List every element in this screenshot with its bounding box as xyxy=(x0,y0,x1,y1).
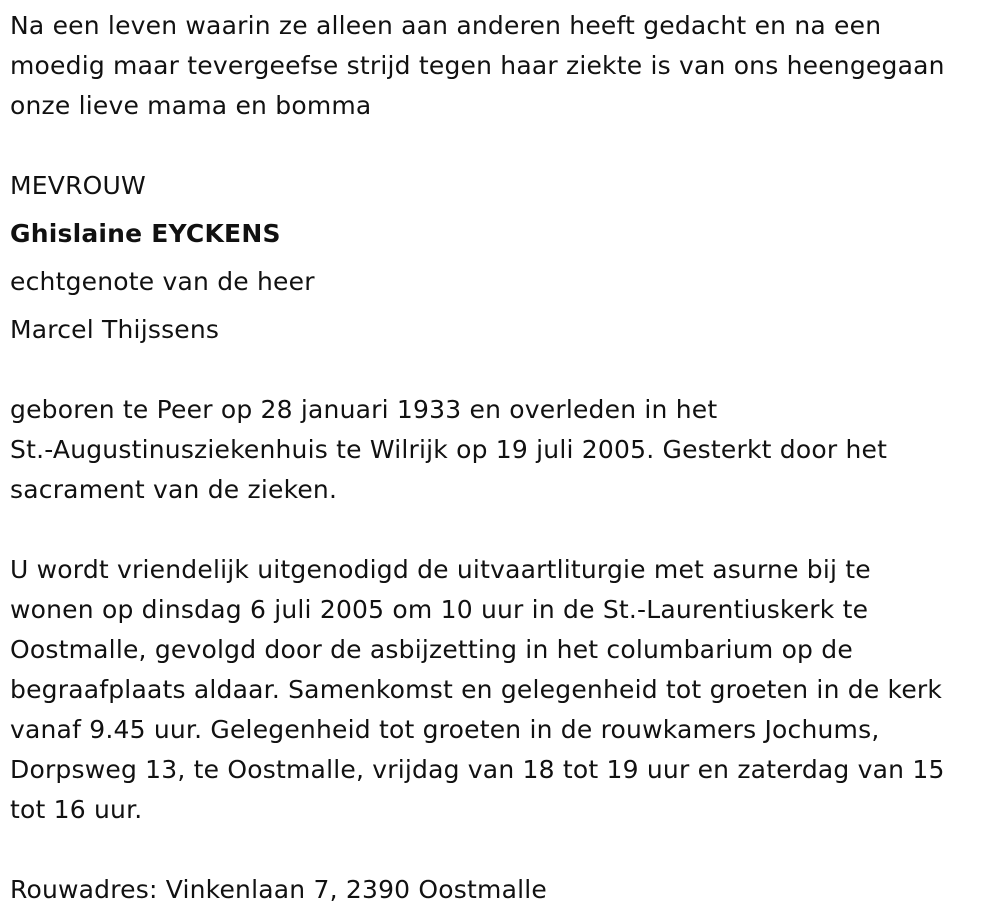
funeral-line-7: tot 16 uur. xyxy=(10,795,143,824)
birth-death-line-3: sacrament van de zieken. xyxy=(10,475,338,504)
intro-line-1: Na een leven waarin ze alleen aan anderen heeft gedacht en na een xyxy=(10,11,882,40)
intro-line-3: onze lieve mama en bomma xyxy=(10,91,372,120)
funeral-line-5: vanaf 9.45 uur. Gelegenheid tot groeten in de rouwkamers Jochums, xyxy=(10,715,880,744)
funeral-line-6: Dorpsweg 13, te Oostmalle, vrijdag van 18 tot 19 uur en zaterdag van 15 xyxy=(10,755,945,784)
intro-line-2: moedig maar tevergeefse strijd tegen haar ziekte is van ons heengegaan xyxy=(10,51,945,80)
person-title: MEVROUW xyxy=(10,171,146,200)
person-name: Ghislaine EYCKENS xyxy=(10,219,281,248)
person-relation: echtgenote van de heer xyxy=(10,267,315,296)
birth-death-line-2: St.-Augustinusziekenhuis te Wilrijk op 19 juli 2005. Gesterkt door het xyxy=(10,435,888,464)
mourning-address: Rouwadres: Vinkenlaan 7, 2390 Oostmalle xyxy=(10,875,547,904)
funeral-line-3: Oostmalle, gevolgd door de asbijzetting in het columbarium op de xyxy=(10,635,853,664)
funeral-line-4: begraafplaats aldaar. Samenkomst en gelegenheid tot groeten in de kerk xyxy=(10,675,943,704)
birth-death-line-1: geboren te Peer op 28 januari 1933 en overleden in het xyxy=(10,395,718,424)
person-spouse: Marcel Thijssens xyxy=(10,315,220,344)
funeral-line-1: U wordt vriendelijk uitgenodigd de uitvaartliturgie met asurne bij te xyxy=(10,555,871,584)
funeral-line-2: wonen op dinsdag 6 juli 2005 om 10 uur in de St.-Laurentiuskerk te xyxy=(10,595,869,624)
